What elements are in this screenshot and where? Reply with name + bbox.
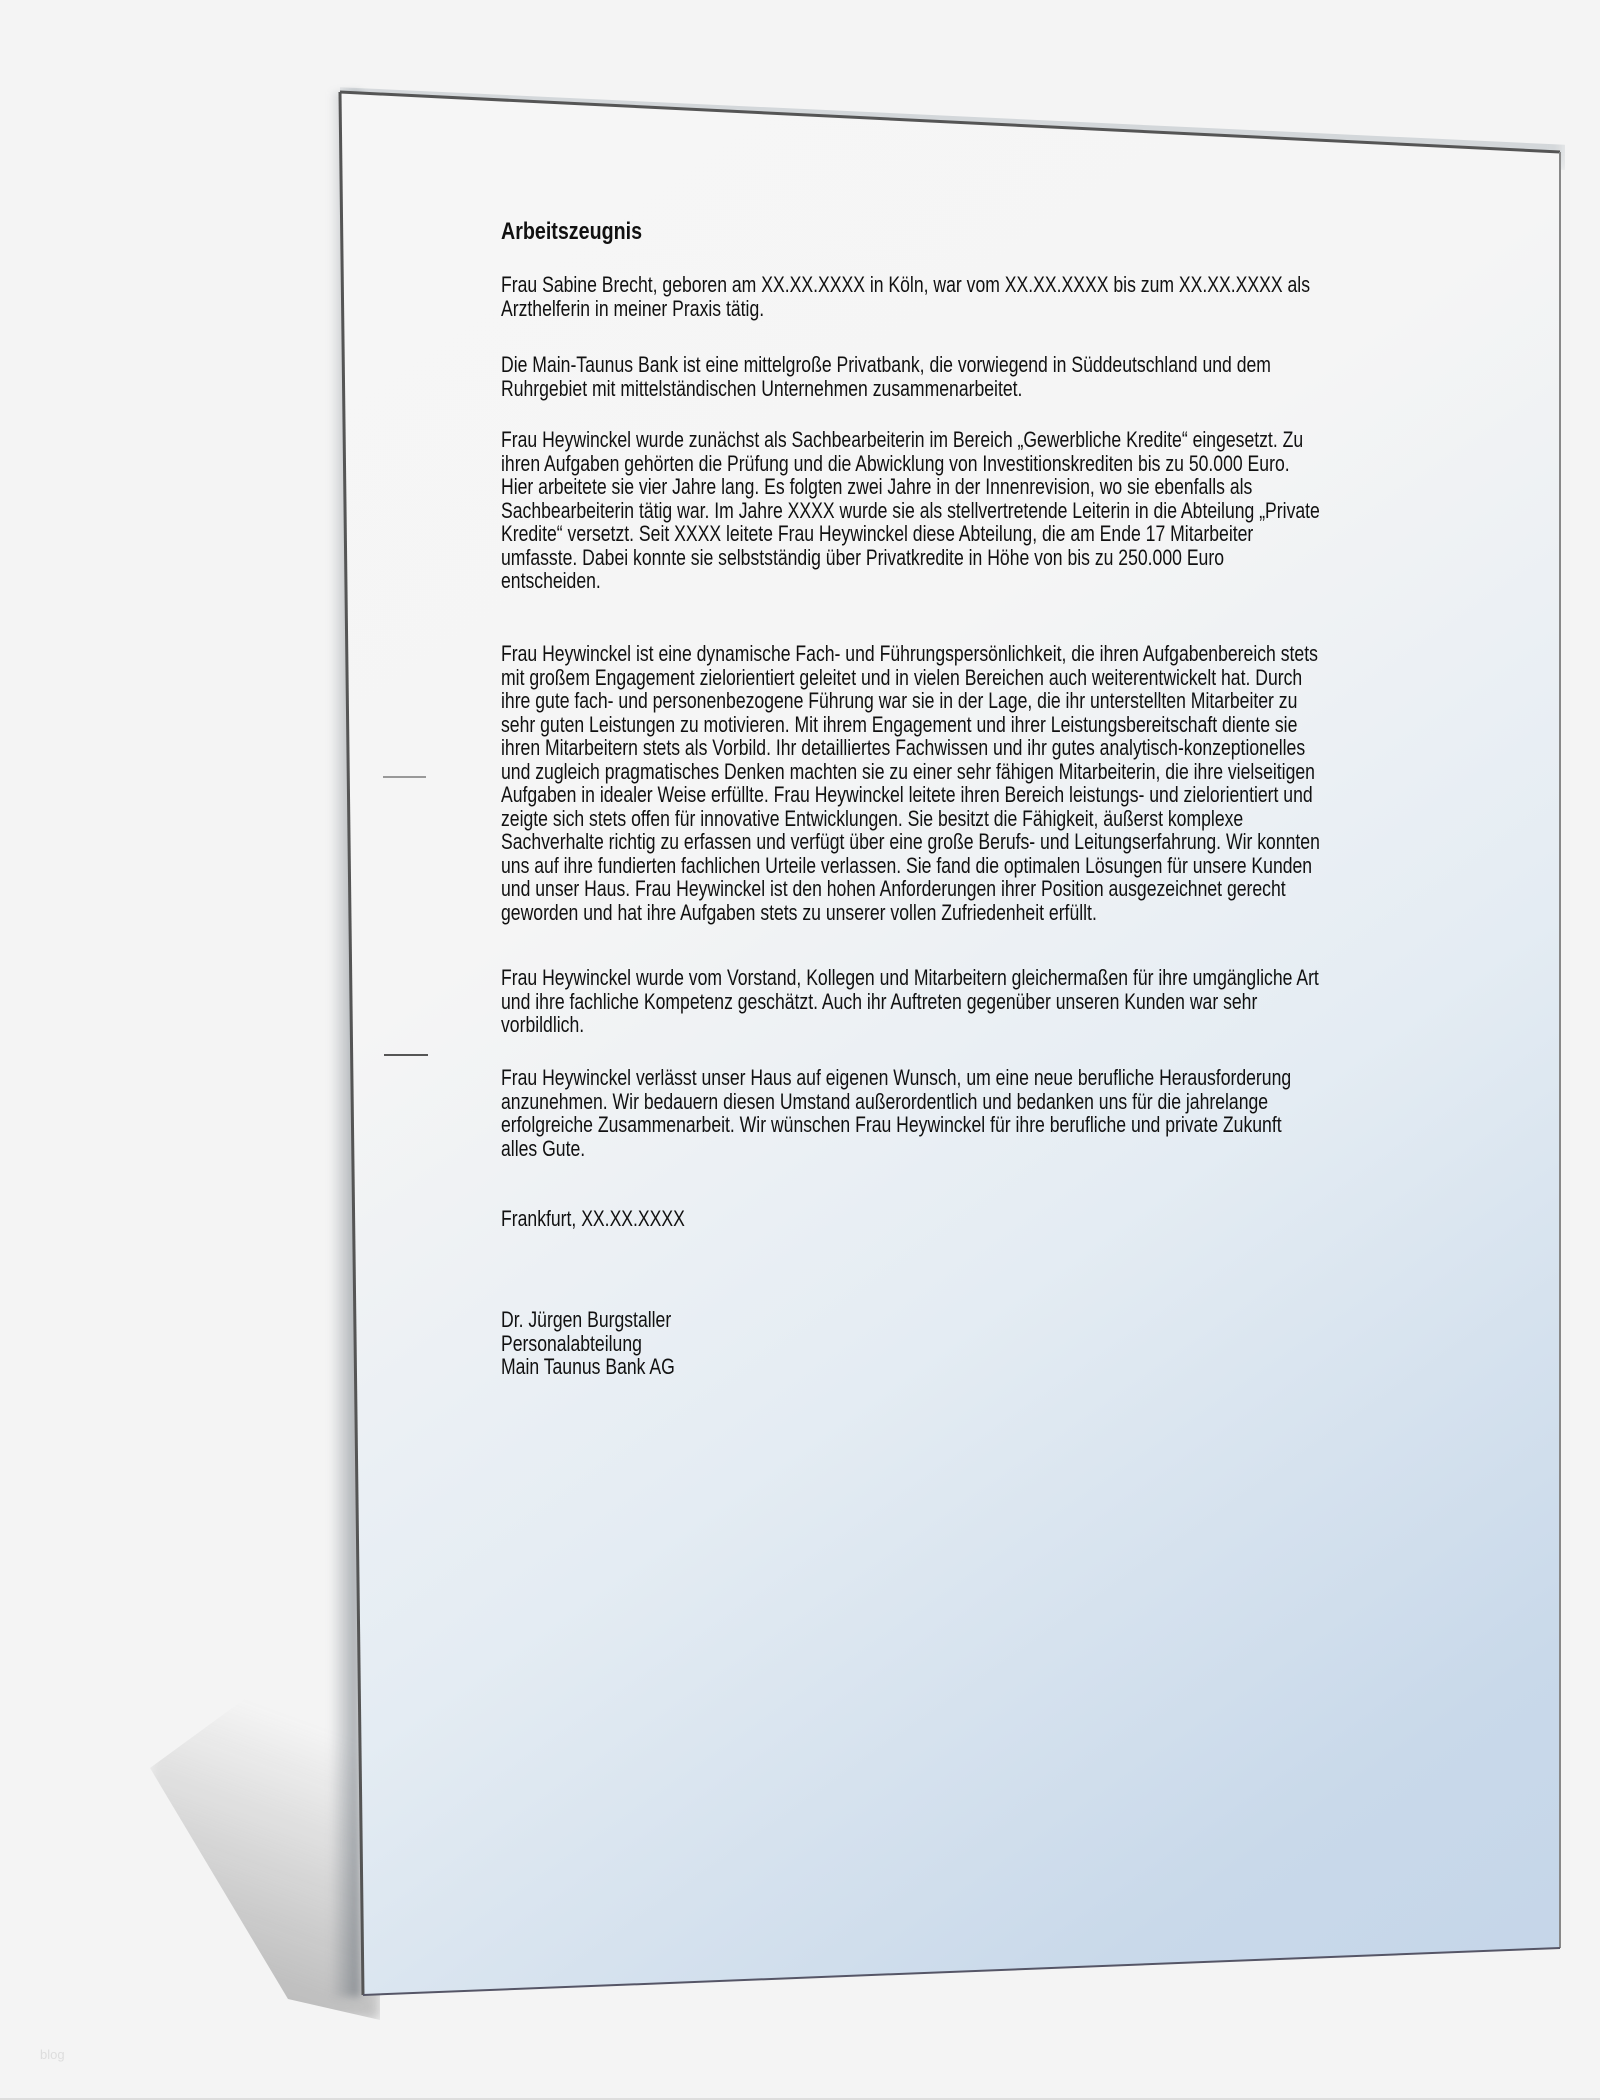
text-line: uns auf ihre fundierten fachlichen Urteile verlassen. Sie fand die optimalen Lösungen für unsere Kunden xyxy=(501,852,1313,878)
document-title: Arbeitszeugnis xyxy=(501,218,643,245)
text-line: Arzthelferin in meiner Praxis tätig. xyxy=(501,295,765,321)
text-line: Sachverhalte richtig zu erfassen und verfügt über eine große Berufs- und Leitungserfahrung. Wir konnten xyxy=(501,829,1320,854)
paragraph-closing xyxy=(501,1066,1291,1160)
text-line: und ihre fachliche Kompetenz geschätzt. Auch ihr Auftreten gegenüber unseren Kunden war sehr xyxy=(501,988,1258,1014)
text-line: Frau Heywinckel wurde zunächst als Sachbearbeiterin im Bereich „Gewerbliche Kredite“ eingesetzt. Zu xyxy=(501,427,1304,452)
text-line: zeigte sich stets offen für innovative Entwicklungen. Sie besitzt die Fähigkeit, äußerst komplexe xyxy=(501,805,1244,831)
text-line: Hier arbeitete sie vier Jahre lang. Es folgten zwei Jahre in der Innenrevision, wo sie ebenfalls als xyxy=(501,474,1253,499)
text-line: ihre gute fach- und personenbezogene Führung war sie in der Lage, die ihr unterstellten Mitarbeiter zu xyxy=(501,688,1298,713)
text-line: umfasste. Dabei konnte sie selbstständig über Privatkredite in Höhe von bis zu 250.000 Euro xyxy=(501,544,1224,570)
text-line: entscheiden. xyxy=(501,568,601,593)
text-line: Frau Heywinckel verlässt unser Haus auf eigenen Wunsch, um eine neue berufliche Herausforderung xyxy=(501,1065,1292,1090)
text-line: Frau Heywinckel ist eine dynamische Fach- und Führungspersönlichkeit, die ihren Aufgabenbereich stets xyxy=(501,641,1318,666)
text-line: Sachbearbeiterin tätig war. Im Jahre XXXX wurde sie als stellvertretende Leiterin in die Abteilung „Private xyxy=(501,497,1320,523)
paragraph-company xyxy=(501,353,1271,400)
text-line: Frau Sabine Brecht, geboren am XX.XX.XXXX in Köln, war vom XX.XX.XXXX bis zum XX.XX.XXXX als xyxy=(501,272,1310,297)
text-line: sehr guten Leistungen zu motivieren. Mit ihrem Engagement und ihrer Leistungsbereitschaft diente sie xyxy=(501,711,1298,737)
text-line: geworden und hat ihre Aufgaben stets zu unserer vollen Zufriedenheit erfüllt. xyxy=(501,899,1097,925)
signatory-name: Dr. Jürgen Burgstaller xyxy=(501,1307,672,1332)
watermark: blog xyxy=(40,2047,65,2062)
place-date: Frankfurt, XX.XX.XXXX xyxy=(501,1206,685,1231)
text-line: ihren Mitarbeitern stets als Vorbild. Ihr detailliertes Fachwissen und ihr gutes analytisch-konzeptionelles xyxy=(501,735,1306,760)
text-line: mit großem Engagement zielorientiert geleitet und in vielen Bereichen auch weiterentwickelt hat. Durch xyxy=(501,664,1303,690)
signatory-department: Personalabteilung xyxy=(501,1330,642,1356)
text-line: und unser Haus. Frau Heywinckel ist den hohen Anforderungen ihrer Position ausgezeichnet gerecht xyxy=(501,876,1286,901)
punch-mark xyxy=(384,1054,428,1056)
text-line: alles Gute. xyxy=(501,1135,586,1161)
paragraph-social xyxy=(501,966,1319,1037)
text-line: Kredite“ versetzt. Seit XXXX leitete Frau Heywinckel diese Abteilung, die am Ende 17 Mitarbeiter xyxy=(501,521,1254,546)
signature-block xyxy=(501,1308,675,1379)
text-line: Aufgaben in idealer Weise erfüllte. Frau Heywinckel leitete ihren Bereich leistungs- und zielorientiert und xyxy=(501,782,1313,807)
text-line: Die Main-Taunus Bank ist eine mittelgroße Privatbank, die vorwiegend in Süddeutschland und dem xyxy=(501,352,1271,377)
paragraph-intro xyxy=(501,273,1310,320)
fold-mark xyxy=(383,776,426,778)
text-line: und zugleich pragmatisches Denken machten sie zu einer sehr fähigen Mitarbeiterin, die ihre vielseitigen xyxy=(501,758,1315,784)
text-line: ihren Aufgaben gehörten die Prüfung und die Abwicklung von Investitionskrediten bis zu 50.000 Euro. xyxy=(501,450,1290,476)
text-line: erfolgreiche Zusammenarbeit. Wir wünschen Frau Heywinckel für ihre berufliche und private Zukunft xyxy=(501,1112,1282,1137)
paragraph-performance xyxy=(501,642,1320,924)
text-line: anzunehmen. Wir bedauern diesen Umstand außerordentlich und bedanken uns für die jahrelange xyxy=(501,1088,1269,1114)
signatory-company: Main Taunus Bank AG xyxy=(501,1354,675,1379)
text-line: vorbildlich. xyxy=(501,1012,585,1037)
text-line: Ruhrgebiet mit mittelständischen Unternehmen zusammenarbeitet. xyxy=(501,375,1023,401)
text-line: Frau Heywinckel wurde vom Vorstand, Kollegen und Mitarbeitern gleichermaßen für ihre umgängliche Art xyxy=(501,965,1319,990)
paragraph-career xyxy=(501,428,1320,593)
